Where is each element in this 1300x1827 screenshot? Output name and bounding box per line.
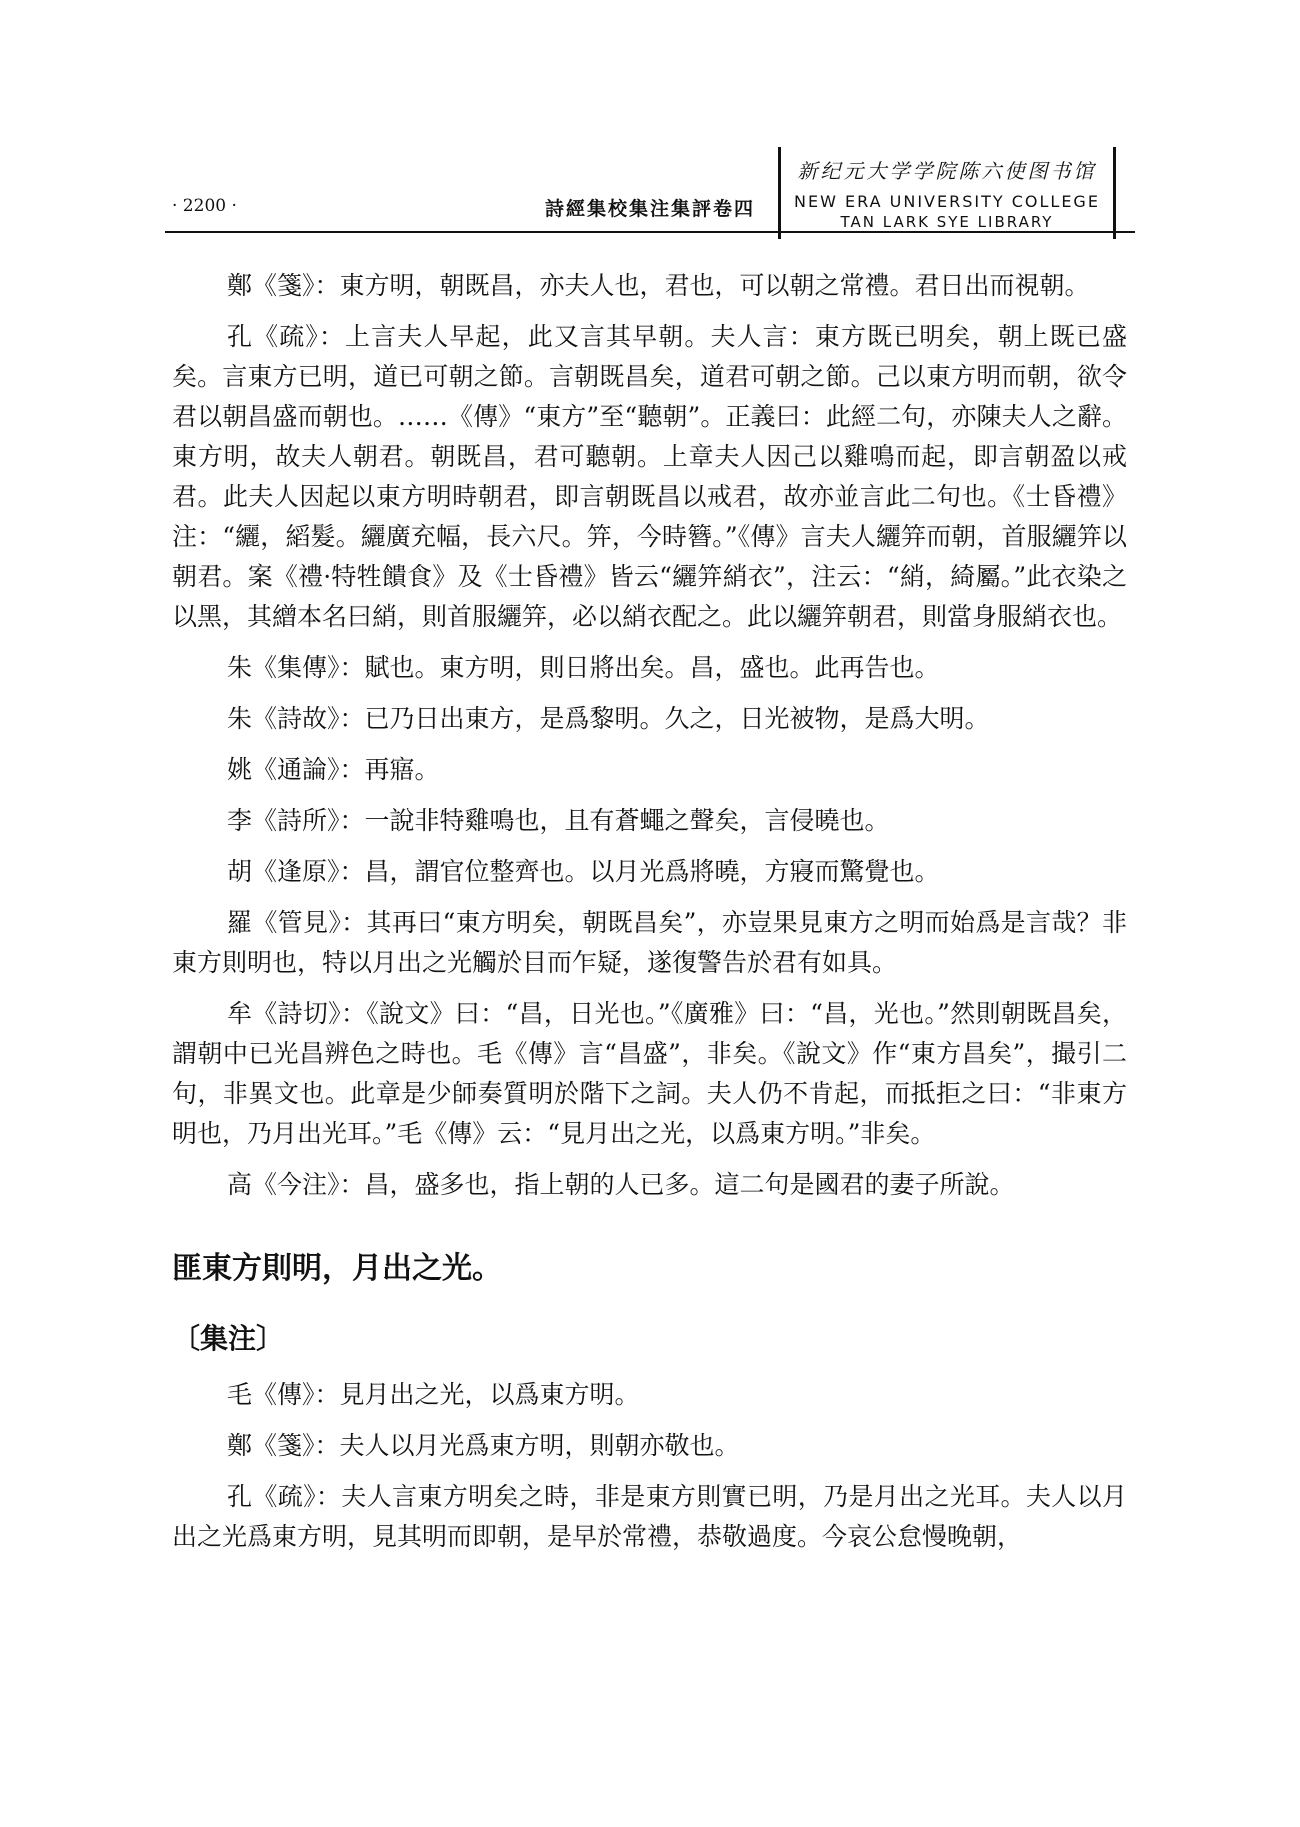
annotation-paragraph: 毛《傳》：見月出之光，以爲東方明。 bbox=[227, 1380, 640, 1409]
page-number: · 2200 · bbox=[172, 196, 237, 216]
verse-heading: 匪東方則明，月出之光。 bbox=[172, 1251, 502, 1286]
commentary-paragraph: 孔《疏》：上言夫人早起，此又言其早朝。夫人言：東方既已明矣，朝上既已盛矣。言東方已明，道已可朝之節。言朝既昌矣，道君可朝之節。己以東方明而朝，欲令君以朝昌盛而朝也。……《傳》“東方”至“聽朝”。正義曰：此經二句，亦陳夫人之辭。東方明，故夫人朝君。朝既昌，君可聽朝。上章夫人因己以雞鳴而起，即言朝盈以戒君。此夫人因起以東方明時朝君，即言朝既昌以戒君，故亦並言此二句也。《士昏禮》注：“纚，縚髮。纚廣充幅，長六尺。笄，今時簪。”《傳》言夫人纚笄而朝，首服纚笄以朝君。案《禮·特牲饋食》及《士昏禮》皆云“纚笄綃衣”，注云：“綃，綺屬。”此衣染之以黑，其繒本名曰綃，則首服纚笄，必以綃衣配之。此以纚笄朝君，則當身服綃衣也。 bbox=[172, 322, 1127, 631]
header-rule bbox=[165, 231, 1135, 233]
section-heading: 〔集注〕 bbox=[172, 1322, 285, 1355]
commentary-paragraph: 羅《管見》：其再曰“東方明矣，朝既昌矣”，亦豈果見東方之明而始爲是言哉？非東方則明也，特以月出之光觸於目而乍疑，遂復警告於君有如具。 bbox=[172, 908, 1127, 977]
commentary-paragraph: 朱《集傳》：賦也。東方明，則日將出矣。昌，盛也。此再告也。 bbox=[227, 653, 940, 682]
commentary-paragraph: 朱《詩故》：已乃日出東方，是爲黎明。久之，日光被物，是爲大明。 bbox=[227, 704, 990, 733]
page-body bbox=[172, 266, 1127, 1568]
commentary-paragraph: 胡《逢原》：昌，謂官位整齊也。以月光爲將曉，方寢而驚覺也。 bbox=[227, 857, 940, 886]
stamp-line-chinese: 新纪元大学学院陈六使图书馆 bbox=[797, 159, 1097, 183]
commentary-paragraph: 李《詩所》：一說非特雞鳴也，且有蒼蠅之聲矣，言侵曉也。 bbox=[227, 806, 890, 835]
annotation-paragraph: 鄭《箋》：夫人以月光爲東方明，則朝亦敬也。 bbox=[227, 1431, 740, 1460]
commentary-paragraph: 高《今注》：昌，盛多也，指上朝的人已多。這二句是國君的妻子所說。 bbox=[227, 1170, 1015, 1199]
commentary-paragraph: 牟《詩切》：《說文》曰：“昌，日光也。”《廣雅》曰：“昌，光也。”然則朝既昌矣，謂朝中已光昌辨色之時也。毛《傳》言“昌盛”，非矣。《說文》作“東方昌矣”，撮引二句，非異文也。此章是少師奏質明於階下之詞。夫人仍不肯起，而抵拒之曰：“非東方明也，乃月出光耳。”毛《傳》云：“見月出之光，以爲東方明。”非矣。 bbox=[172, 999, 1127, 1148]
stamp-line-library: TAN LARK SYE LIBRARY bbox=[840, 213, 1054, 231]
library-stamp bbox=[778, 147, 1116, 239]
annotation-paragraph: 孔《疏》：夫人言東方明矣之時，非是東方則實已明，乃是月出之光耳。夫人以月出之光爲東方明，見其明而即朝，是早於常禮，恭敬過度。今哀公怠慢晚朝， bbox=[172, 1482, 1127, 1551]
stamp-line-college: NEW ERA UNIVERSITY COLLEGE bbox=[794, 192, 1100, 211]
running-title: 詩經集校集注集評卷四 bbox=[545, 198, 756, 220]
commentary-paragraph: 姚《通論》：再寤。 bbox=[227, 755, 440, 784]
commentary-paragraph: 鄭《箋》：東方明，朝既昌，亦夫人也，君也，可以朝之常禮。君日出而視朝。 bbox=[227, 271, 1090, 300]
